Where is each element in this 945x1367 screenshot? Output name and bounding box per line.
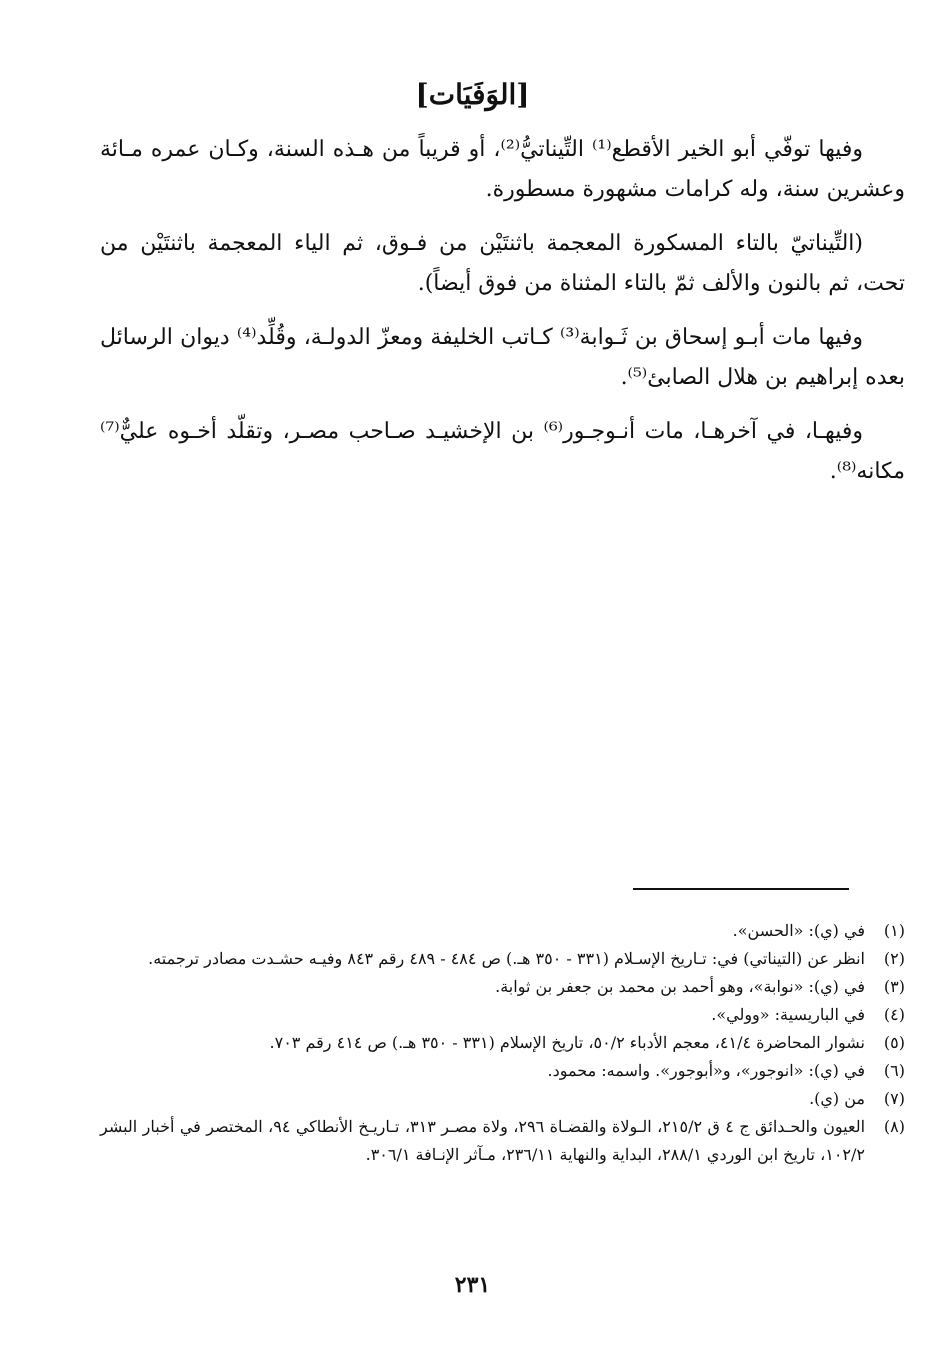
- paragraph: [100, 318, 905, 398]
- footnote: [100, 945, 905, 973]
- footnote-number: (٧): [883, 1089, 905, 1108]
- paragraph-text: (التِّيناتيّ بالتاء المسكورة المعجمة باثنتَيْن من فـوق، ثم الياء المعجمة باثنتَيْن من تحت، ثم بالنون والألف ثمّ بالتاء المثناة من فوق أيضاً).: [100, 231, 905, 296]
- footnote: [100, 1001, 905, 1029]
- footnote: [100, 1057, 905, 1085]
- paragraph: [100, 412, 905, 492]
- paragraph: [100, 130, 905, 210]
- footnote-text: انظر عن (التيناتي) في: تـاريخ الإسـلام (٣٣١ - ٣٥٠ هـ.) ص ٤٨٤ - ٤٨٩ رقم ٨٤٣ وفيـه حشـدت مصادر ترجمته.: [148, 949, 865, 968]
- footnote-text: في (ي): «الحسن».: [732, 921, 865, 940]
- footnote: [100, 1085, 905, 1113]
- paragraph-text: وفيهـا، في آخرهـا، مات أنـوجـور⁽⁶⁾ بن الإخشيـد صـاحب مصـر، وتقلّد أخـوه عليٌّ⁽⁷⁾ مكانه⁽⁸⁾.: [100, 419, 905, 484]
- main-text: [100, 130, 905, 506]
- footnote-text: في الباريسية: «وولي».: [711, 1005, 865, 1024]
- footnote: [100, 973, 905, 1001]
- footnote-number: (٥): [883, 1033, 905, 1052]
- footnote-separator: [633, 888, 849, 890]
- paragraph-text: وفيها توفّي أبو الخير الأقطع⁽¹⁾ التِّيناتيُّ⁽²⁾، أو قريباً من هـذه السنة، وكـان عمره مـائة وعشرين سنة، وله كرامات مشهورة مسطورة.: [100, 137, 905, 202]
- footnote: [100, 917, 905, 945]
- footnote-number: (٣): [883, 977, 905, 996]
- footnote: [100, 1113, 905, 1169]
- page-number: ٢٣١: [454, 1272, 491, 1298]
- footnote-number: (٦): [883, 1061, 905, 1080]
- footnotes: [100, 917, 905, 1169]
- section-title: [الوَفَيَات]: [415, 78, 530, 111]
- footnote-text: العيون والحـدائق ج ٤ ق ٢١٥/٢، الـولاة والقضـاة ٢٩٦، ولاة مصـر ٣١٣، تـاريـخ الأنطاكي ٩٤، المختصر في أخبار البشر ١٠٢/٢، تاريخ ابن الوردي ٢٨٨/١، البداية والنهاية ٢٣٦/١١، مـآثر الإنـافة ٣٠٦/١.: [100, 1117, 866, 1164]
- footnote-text: في (ي): «انوجور»، و«أبوجور». واسمه: محمود.: [547, 1061, 865, 1080]
- footnote-number: (٢): [883, 949, 905, 968]
- footnote-text: في (ي): «نوابة»، وهو أحمد بن محمد بن جعفر بن ثوابة.: [495, 977, 865, 996]
- paragraph: [100, 224, 905, 304]
- footnote-number: (٨): [883, 1117, 905, 1136]
- paragraph-text: وفيها مات أبـو إسحاق بن ثَـوابة⁽³⁾ كـاتب الخليفة ومعزّ الدولـة، وقُلِّد⁽⁴⁾ ديوان الرسائل بعده إبراهيم بن هلال الصابئ⁽⁵⁾.: [100, 325, 905, 390]
- footnote-number: (٤): [883, 1005, 905, 1024]
- footnote-text: من (ي).: [809, 1089, 865, 1108]
- footnote-number: (١): [883, 921, 905, 940]
- footnote: [100, 1029, 905, 1057]
- footnote-text: نشوار المحاضرة ٤١/٤، معجم الأدباء ٥٠/٢، تاريخ الإسلام (٣٣١ - ٣٥٠ هـ.) ص ٤١٤ رقم ٧٠٣.: [269, 1033, 865, 1052]
